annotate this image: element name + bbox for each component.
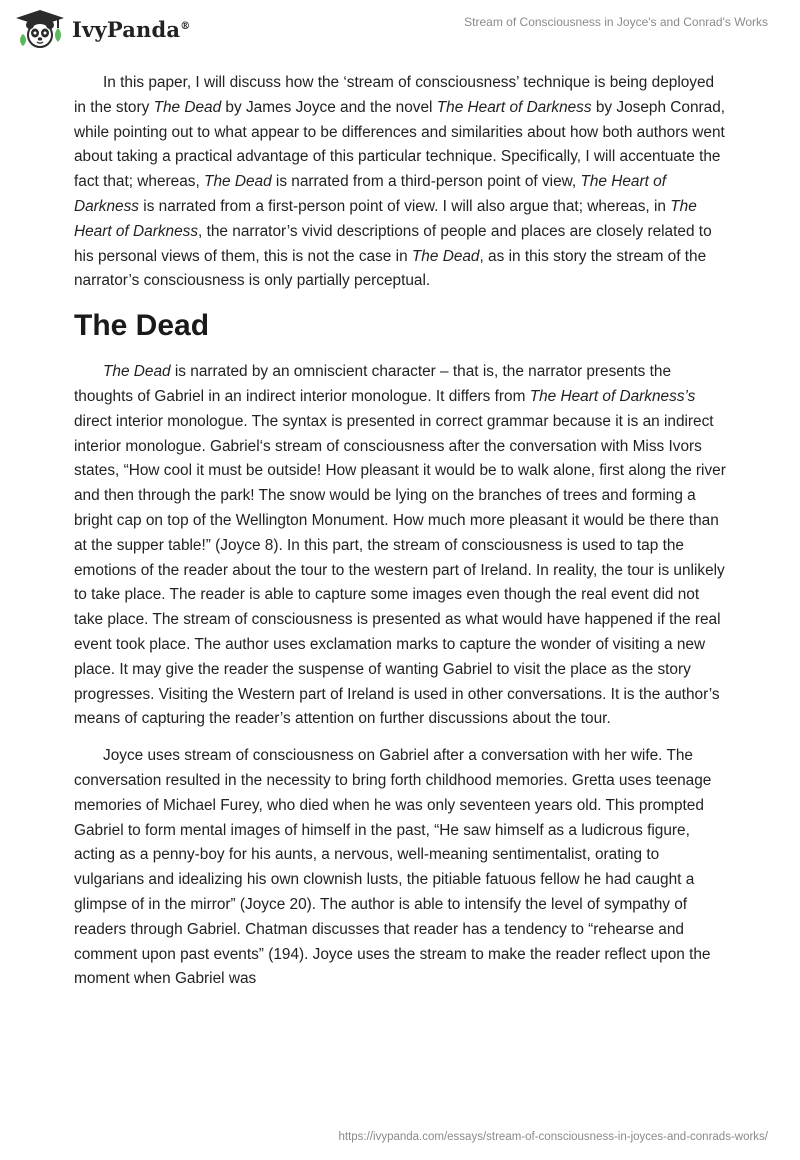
text-run: is narrated from a third-person point of view, [271,173,581,191]
text-run: , the narrator’s vivid descriptions of people and places are closely related to his personal views of them, this is not the case in [74,222,712,265]
document-title: Stream of Consciousness in Joyce's and Conrad's Works [464,15,768,29]
ivypanda-logo[interactable] [14,8,190,50]
essay-body [74,71,726,1004]
source-url[interactable]: https://ivypanda.com/essays/stream-of-consciousness-in-joyces-and-conrads-works/ [338,1131,768,1143]
italic-title-run: The Dead [204,173,272,191]
body-paragraph [74,360,726,732]
italic-title-run: The Dead [153,98,222,116]
text-run: is narrated by an omniscient character – that is, the narrator presents the thoughts of Gabriel in an indirect interior monologue. It differs from [74,363,672,405]
italic-title-run: The Heart of Darkness [74,173,666,215]
italic-title-run: The Heart of Darkness [74,197,697,240]
logo-text: IvyPanda® [72,16,191,42]
italic-title-run: The Dead [411,247,480,265]
text-run: is narrated from a first-person point of view. I will also argue that; whereas, in [139,197,671,215]
text-run: In this paper, I will discuss how the ‘stream of consciousness’ technique is being deployed in the story [74,74,715,116]
text-run: by Joseph Conrad, while pointing out to what appear to be differences and similarities about how both authors went about taking a practical advantage of this particular technique. Specifically, I will accentuate the fact that; whereas, [74,98,726,191]
section-heading: The Dead [74,309,210,343]
italic-title-run: The Heart of Darkness [436,98,592,116]
page-header [0,0,800,60]
text-run: Joyce uses stream of consciousness on Gabriel after a conversation with her wife. The conversation resulted in the necessity to bring forth childhood memories. Gretta uses teenage memories of Michael Furey, who died when he was only seventeen years old. This prompted Gabriel to form mental images of himself in the past, “He saw himself as a ludicrous figure, acting as a penny-boy for his aunts, a nervous, well-meaning sentimentalist, orating to vulgarians and idealizing his own clownish lusts, the pitiable fatuous fellow he had caught a glimpse of in the mirror” (Joyce 20). The author is able to intensify the level of sympathy of readers through Gabriel. Chatman discusses that reader has a tendency to “rehearse and comment upon past events” (194). Joyce uses the stream to make the reader reflect upon the moment when Gabriel was [74,747,712,988]
italic-title-run: The Dead [103,363,171,381]
intro-paragraph [74,71,726,294]
panda-graduate-icon [14,8,66,50]
text-run: , as in this story the stream of the narrator’s consciousness is only partially perceptual. [74,247,707,290]
text-run: by James Joyce and the novel [221,98,437,116]
body-paragraph [74,744,726,992]
text-run: direct interior monologue. The syntax is presented in correct grammar because it is an indirect interior monologue. Gabriel‘s stream of consciousness after the conversation with Miss Ivors states, “How cool it must be outside! How pleasant it would be to walk alone, first along the river and then through the park! The snow would be lying on the branches of trees and forming a bright cap on top of the Wellington Monument. How much more pleasant it would be there than at the supper table!” (Joyce 8). In this part, the stream of consciousness is used to tap the emotions of the reader about the tour to the western part of Ireland. In reality, the tour is unlikely to take place. The reader is able to capture some images even though the real event did not take place. The stream of consciousness is presented as what would have happened if the real event took place. The author uses exclamation marks to capture the wonder of visiting a new place. It may give the reader the suspense of wanting Gabriel to visit the place as the story progresses. Visiting the Western part of Ireland is used in other conversations. It is the author’s means of capturing the reader’s attention on further discussions about the tour. [74,412,726,728]
italic-title-run: The Heart of Darkness’s [529,387,696,405]
